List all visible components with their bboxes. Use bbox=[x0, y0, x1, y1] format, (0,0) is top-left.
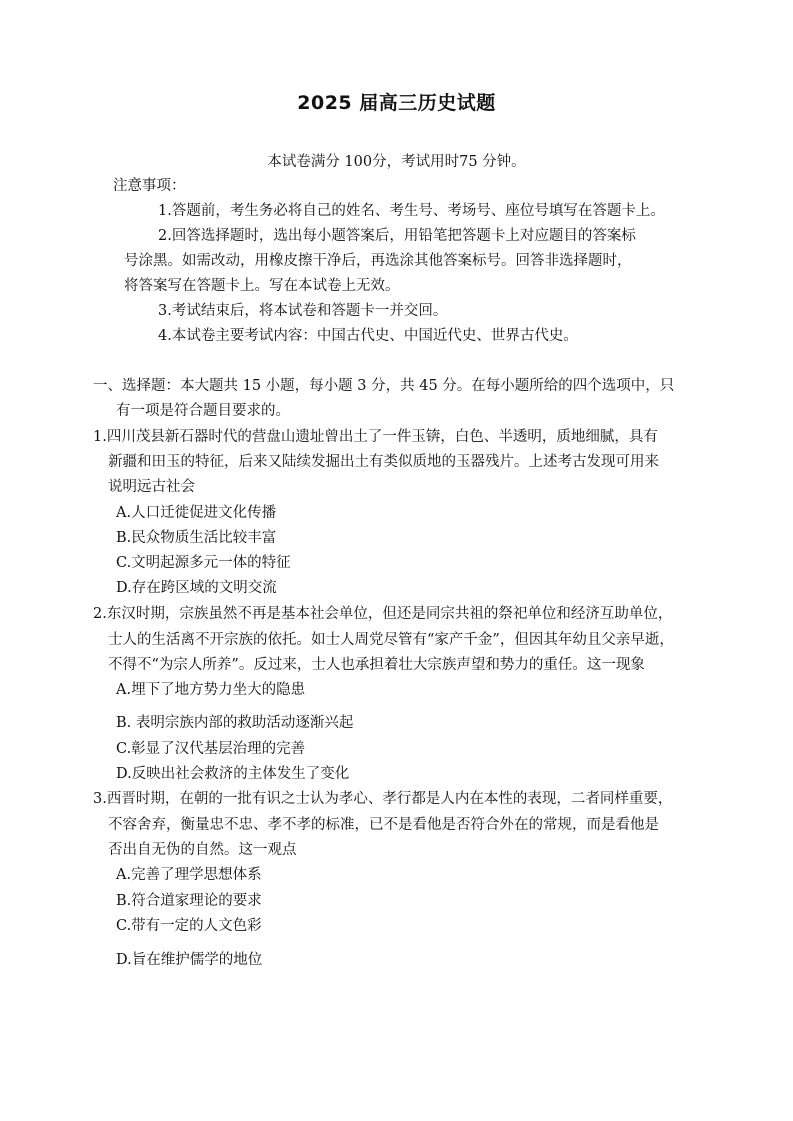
exam-meta: 本试卷满分 100分，考试用时75 分钟。 bbox=[267, 154, 526, 170]
notice-item: 将答案写在答题卡上。写在本试卷上无效。 bbox=[124, 278, 400, 294]
option-a: A.埋下了地方势力坐大的隐患 bbox=[116, 682, 306, 698]
section-heading-line: 一、选择题：本大题共 15 小题，每小题 3 分，共 45 分。在每小题所给的四个选项中，只 bbox=[93, 378, 675, 394]
option-c: C.文明起源多元一体的特征 bbox=[116, 555, 291, 571]
question-stem-line: 2.东汉时期，宗族虽然不再是基本社会单位，但还是同宗共祖的祭祀单位和经济互助单位， bbox=[93, 606, 673, 622]
option-d: D.旨在维护儒学的地位 bbox=[116, 952, 263, 968]
option-c: C.彰显了汉代基层治理的完善 bbox=[116, 741, 306, 757]
question-stem-line: 不容舍弃，衡量忠不忠、孝不孝的标准，已不是看他是否符合外在的常规，而是看他是 bbox=[108, 817, 659, 833]
notice-item: 4.本试卷主要考试内容：中国古代史、中国近代史、世界古代史。 bbox=[158, 328, 578, 344]
section-heading-line: 有一项是符合题目要求的。 bbox=[116, 403, 290, 419]
option-b: B.符合道家理论的要求 bbox=[116, 893, 262, 909]
option-b: B.民众物质生活比较丰富 bbox=[116, 530, 277, 546]
option-d: D.反映出社会救济的主体发生了变化 bbox=[116, 766, 350, 782]
question-stem-line: 3.西晋时期，在朝的一批有识之士认为孝心、孝行都是人内在本性的表现，二者同样重要， bbox=[93, 791, 673, 807]
question-stem-line: 1.四川茂县新石器时代的营盘山遗址曾出土了一件玉锛，白色、半透明，质地细腻，具有 bbox=[93, 429, 658, 445]
question-stem-line: 士人的生活离不开宗族的依托。如士人周党尽管有“家产千金”，但因其年幼且父亲早逝， bbox=[108, 632, 674, 648]
notice-item: 1.答题前，考生务必将自己的姓名、考生号、考场号、座位号填写在答题卡上。 bbox=[158, 203, 665, 219]
option-a: A.人口迁徙促进文化传播 bbox=[116, 505, 277, 521]
question-stem-line: 说明远古社会 bbox=[108, 479, 195, 495]
page-title: 2025 届高三历史试题 bbox=[297, 92, 496, 114]
option-a: A.完善了理学思想体系 bbox=[116, 867, 262, 883]
question-stem-line: 否出自无伪的自然。这一观点 bbox=[108, 842, 297, 858]
question-stem-line: 新疆和田玉的特征，后来又陆续发掘出土有类似质地的玉器残片。上述考古发现可用来 bbox=[108, 454, 659, 470]
notice-heading: 注意事项： bbox=[113, 178, 186, 194]
option-b: B. 表明宗族内部的救助活动逐渐兴起 bbox=[116, 715, 354, 731]
option-c: C.带有一定的人文色彩 bbox=[116, 918, 262, 934]
question-stem-line: 不得不“为宗人所养”。反过来，士人也承担着壮大宗族声望和势力的重任。这一现象 bbox=[108, 657, 645, 673]
option-d: D.存在跨区域的文明交流 bbox=[116, 580, 277, 596]
notice-item: 号涂黑。如需改动，用橡皮擦干净后，再选涂其他答案标号。回答非选择题时， bbox=[124, 253, 632, 269]
notice-item: 3.考试结束后，将本试卷和答题卡一并交回。 bbox=[158, 303, 448, 319]
notice-item: 2.回答选择题时，选出每小题答案后，用铅笔把答题卡上对应题目的答案标 bbox=[158, 228, 636, 244]
